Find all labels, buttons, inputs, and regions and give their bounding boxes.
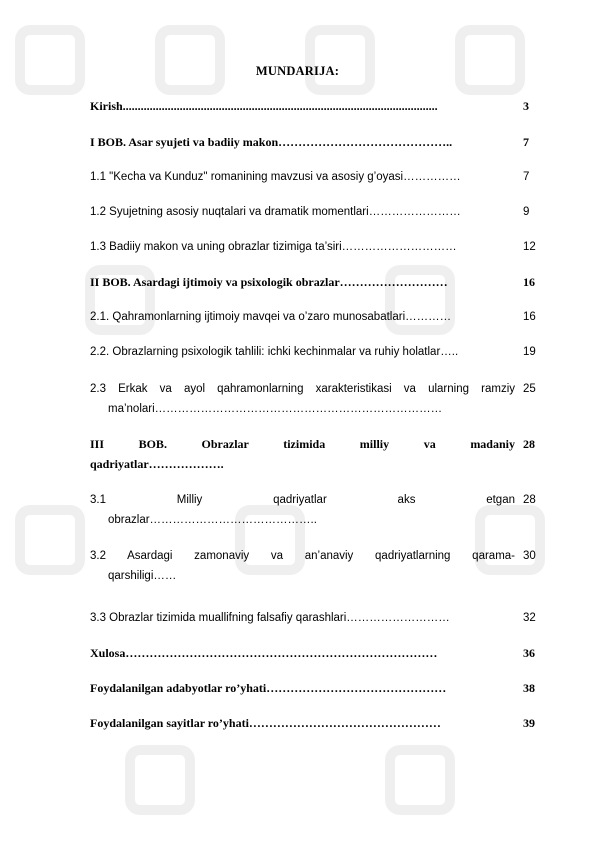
toc-entry-page: 9 <box>523 206 530 218</box>
toc-entry-page: 30 <box>523 550 536 562</box>
toc-entry-xulosa[interactable] <box>90 645 545 661</box>
toc-entry-page: 32 <box>523 612 536 624</box>
toc-entry-title: 3.3 Obrazlar tizimida muallifning falsafiy qarashlari……………………… <box>90 612 450 624</box>
toc-entry-title: Kirish......................................................................................................... <box>90 99 438 113</box>
toc-entry-2-1[interactable] <box>90 309 545 325</box>
toc-entry-page: 7 <box>523 171 530 183</box>
toc-entry-page: 12 <box>523 241 536 253</box>
toc-entry-title: 3.2 Asardagi zamonaviy va an’anaviy qadriyatlarning qarama- <box>90 550 515 562</box>
toc-entry-page: 39 <box>523 716 535 730</box>
toc-entry-title: 1.2 Syujetning asosiy nuqtalari va dramatik momentlari…………………… <box>90 206 461 218</box>
toc-entry-references[interactable] <box>90 680 545 696</box>
toc-entry-3-2[interactable] <box>90 546 545 586</box>
toc-entry-chapter-3[interactable] <box>90 434 545 474</box>
toc-entry-title: 2.1. Qahramonlarning ijtimoiy mavqei va o’zaro munosabatlari………… <box>90 311 452 323</box>
toc-entry-title: Foydalanilgan sayitlar ro’yhati………………………………………… <box>90 716 441 730</box>
toc-entry-1-1[interactable] <box>90 169 545 185</box>
toc-entry-3-1[interactable] <box>90 490 545 530</box>
toc-entry-page: 25 <box>523 383 536 395</box>
toc-entry-2-2[interactable] <box>90 344 545 360</box>
toc-entry-page: 28 <box>523 437 535 451</box>
toc-entry-title: Foydalanilgan adabyotlar ro’yhati……………………………………… <box>90 681 447 695</box>
toc-entry-page: 16 <box>523 311 536 323</box>
toc-entry-page: 3 <box>523 99 529 113</box>
toc-entry-title: 1.3 Badiiy makon va uning obrazlar tizimiga ta’siri………………………… <box>90 241 457 253</box>
toc-entry-title-continued: qadriyatlar………………. <box>90 457 224 471</box>
toc-entry-1-3[interactable] <box>90 239 545 255</box>
toc-entry-page: 19 <box>523 346 536 358</box>
toc-entry-title: 2.3 Erkak va ayol qahramonlarning xarakteristikasi va ularning ramziy <box>90 383 515 395</box>
toc-entry-3-3[interactable] <box>90 610 545 626</box>
toc-entry-page: 7 <box>523 135 529 149</box>
toc-entry-title: III BOB. Obrazlar tizimida milliy va madaniy <box>90 437 515 451</box>
toc-entry-title: I BOB. Asar syujeti va badiiy makon…………………………………….. <box>90 135 453 149</box>
toc-entry-page: 38 <box>523 681 535 695</box>
toc-entry-title-continued: qarshiligi…… <box>108 570 177 582</box>
toc-entry-page: 36 <box>523 646 535 660</box>
toc-entry-1-2[interactable] <box>90 204 545 220</box>
toc-entry-title: II BOB. Asardagi ijtimoiy va psixologik obrazlar……………………… <box>90 275 448 289</box>
toc-entry-kirish[interactable] <box>90 98 545 114</box>
toc-entry-page: 28 <box>523 494 536 506</box>
toc-entry-page: 16 <box>523 275 535 289</box>
toc-entry-websites[interactable] <box>90 715 545 731</box>
toc-entry-title-continued: ma’nolari………………………………………………………………… <box>108 403 443 415</box>
toc-entry-title: 1.1 "Kecha va Kunduz" romanining mavzusi va asosiy g’oyasi…………… <box>90 171 461 183</box>
page-title: MUNDARIJA: <box>255 64 340 78</box>
toc-entry-title: 3.1 Milliy qadriyatlar aks etgan <box>90 494 515 506</box>
toc-entry-title-continued: obrazlar…………………………………….. <box>108 514 317 526</box>
toc-entry-chapter-1[interactable] <box>90 134 545 150</box>
toc-entry-chapter-2[interactable] <box>90 274 545 290</box>
toc-entry-title: 2.2. Obrazlarning psixologik tahlili: ichki kechinmalar va ruhiy holatlar….. <box>90 346 459 358</box>
toc-entry-2-3[interactable] <box>90 379 545 419</box>
toc-entry-title: Xulosa…………………………………………………………………… <box>90 646 438 660</box>
